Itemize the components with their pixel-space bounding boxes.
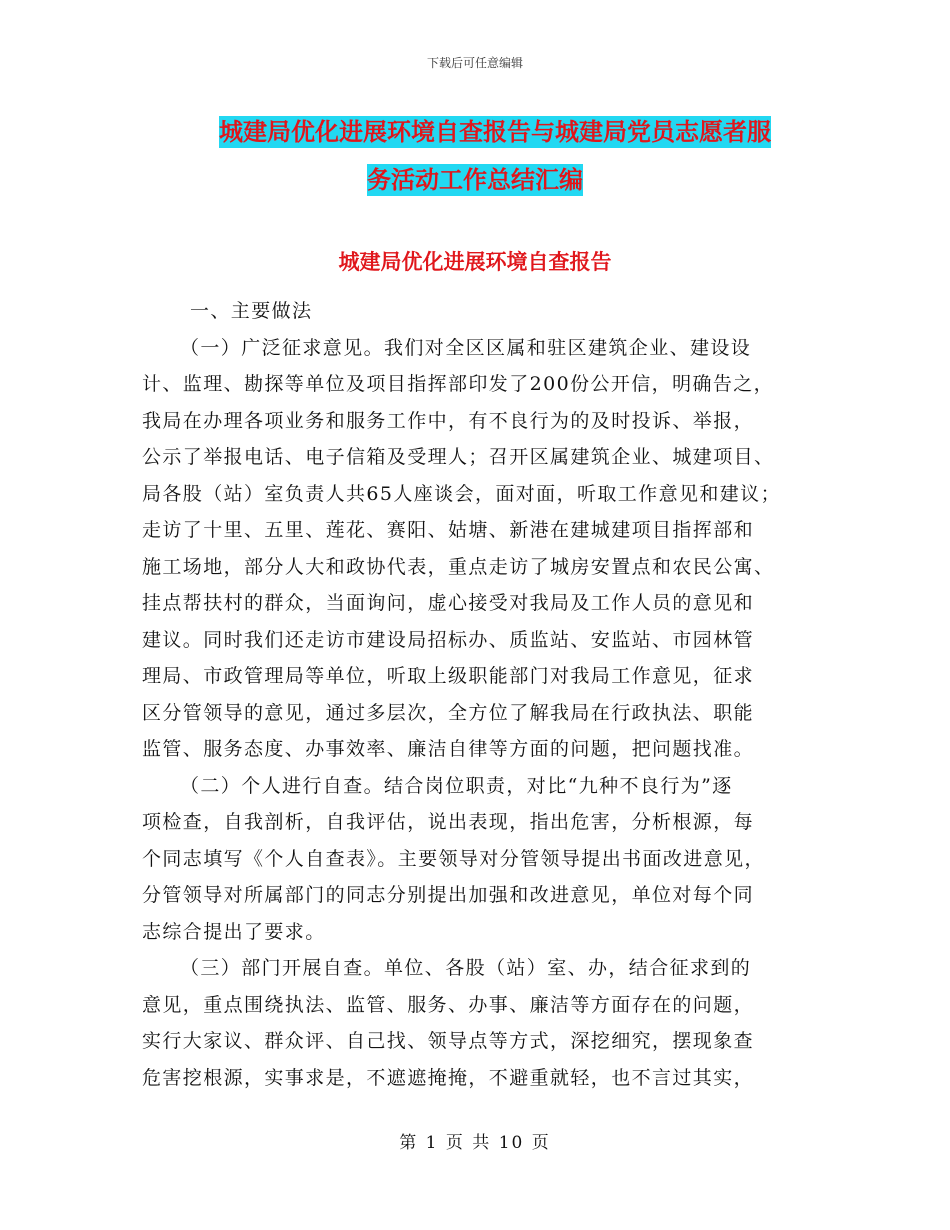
paragraph-line: 分管领导对所属部门的同志分别提出加强和改进意见，单位对每个同 xyxy=(142,884,755,906)
document-title-line-1: 城建局优化进展环境自查报告与城建局党员志愿者服 xyxy=(219,118,771,146)
paragraph-line: 监管、服务态度、办事效率、廉洁自律等方面的问题，把问题找准。 xyxy=(142,738,755,760)
paragraph-line: 区分管领导的意见，通过多层次，全方位了解我局在行政执法、职能 xyxy=(142,701,755,724)
document-title-line-2: 务活动工作总结汇编 xyxy=(367,166,583,194)
paragraph-line: （二）个人进行自查。结合岗位职责，对比“九种不良行为”逐 xyxy=(180,774,733,797)
page-number: 第 1 页 共 10 页 xyxy=(399,1133,551,1153)
paragraph-line: 危害挖根源，实事求是，不遮遮掩掩，不避重就轻，也不言过其实， xyxy=(142,1066,755,1089)
paragraph-line: 理局、市政管理局等单位，听取上级职能部门对我局工作意见，征求 xyxy=(142,665,755,687)
body-text xyxy=(142,293,810,1096)
document-title xyxy=(0,108,950,204)
paragraph-line: （三）部门开展自查。单位、各股（站）室、办，结合征求到的 xyxy=(180,957,752,979)
paragraph-line: 施工场地，部分人大和政协代表，重点走访了城房安置点和农民公寓、 xyxy=(142,555,775,578)
paragraph-line: 实行大家议、群众评、自己找、领导点等方式，深挖细究，摆现象查 xyxy=(142,1030,755,1052)
paragraph-line: 局各股（站）室负责人共65人座谈会，面对面，听取工作意见和建议； xyxy=(142,482,781,505)
paragraph-line: 个同志填写《个人自查表》。主要领导对分管领导提出书面改进意见， xyxy=(142,847,765,870)
paragraph-line: 项检查，自我剖析，自我评估，说出表现，指出危害，分析根源，每 xyxy=(142,811,755,833)
paragraph-line: 计、监理、勘探等单位及项目指挥部印发了200份公开信，明确告之， xyxy=(142,373,775,395)
paragraph-line: 挂点帮扶村的群众，当面询问，虚心接受对我局及工作人员的意见和 xyxy=(142,592,755,614)
paragraph-line: （一）广泛征求意见。我们对全区区属和驻区建筑企业、建设设 xyxy=(180,336,752,359)
paragraph-line: 志综合提出了要求。 xyxy=(142,920,326,943)
subsection-heading: 一、主要做法 xyxy=(190,300,313,322)
page-header-note: 下载后可任意编辑 xyxy=(426,56,523,70)
paragraph-line: 建议。同时我们还走访市建设局招标办、质监站、安监站、市园林管 xyxy=(142,628,755,651)
paragraph-line: 意见，重点围绕执法、监管、服务、办事、廉洁等方面存在的问题， xyxy=(142,993,755,1016)
paragraph-line: 我局在办理各项业务和服务工作中，有不良行为的及时投诉、举报， xyxy=(142,409,755,432)
paragraph-line: 走访了十里、五里、莲花、赛阳、姑塘、新港在建城建项目指挥部和 xyxy=(142,519,755,541)
section-title: 城建局优化进展环境自查报告 xyxy=(338,250,612,274)
paragraph-line: 公示了举报电话、电子信箱及受理人；召开区属建筑企业、城建项目、 xyxy=(142,446,775,468)
